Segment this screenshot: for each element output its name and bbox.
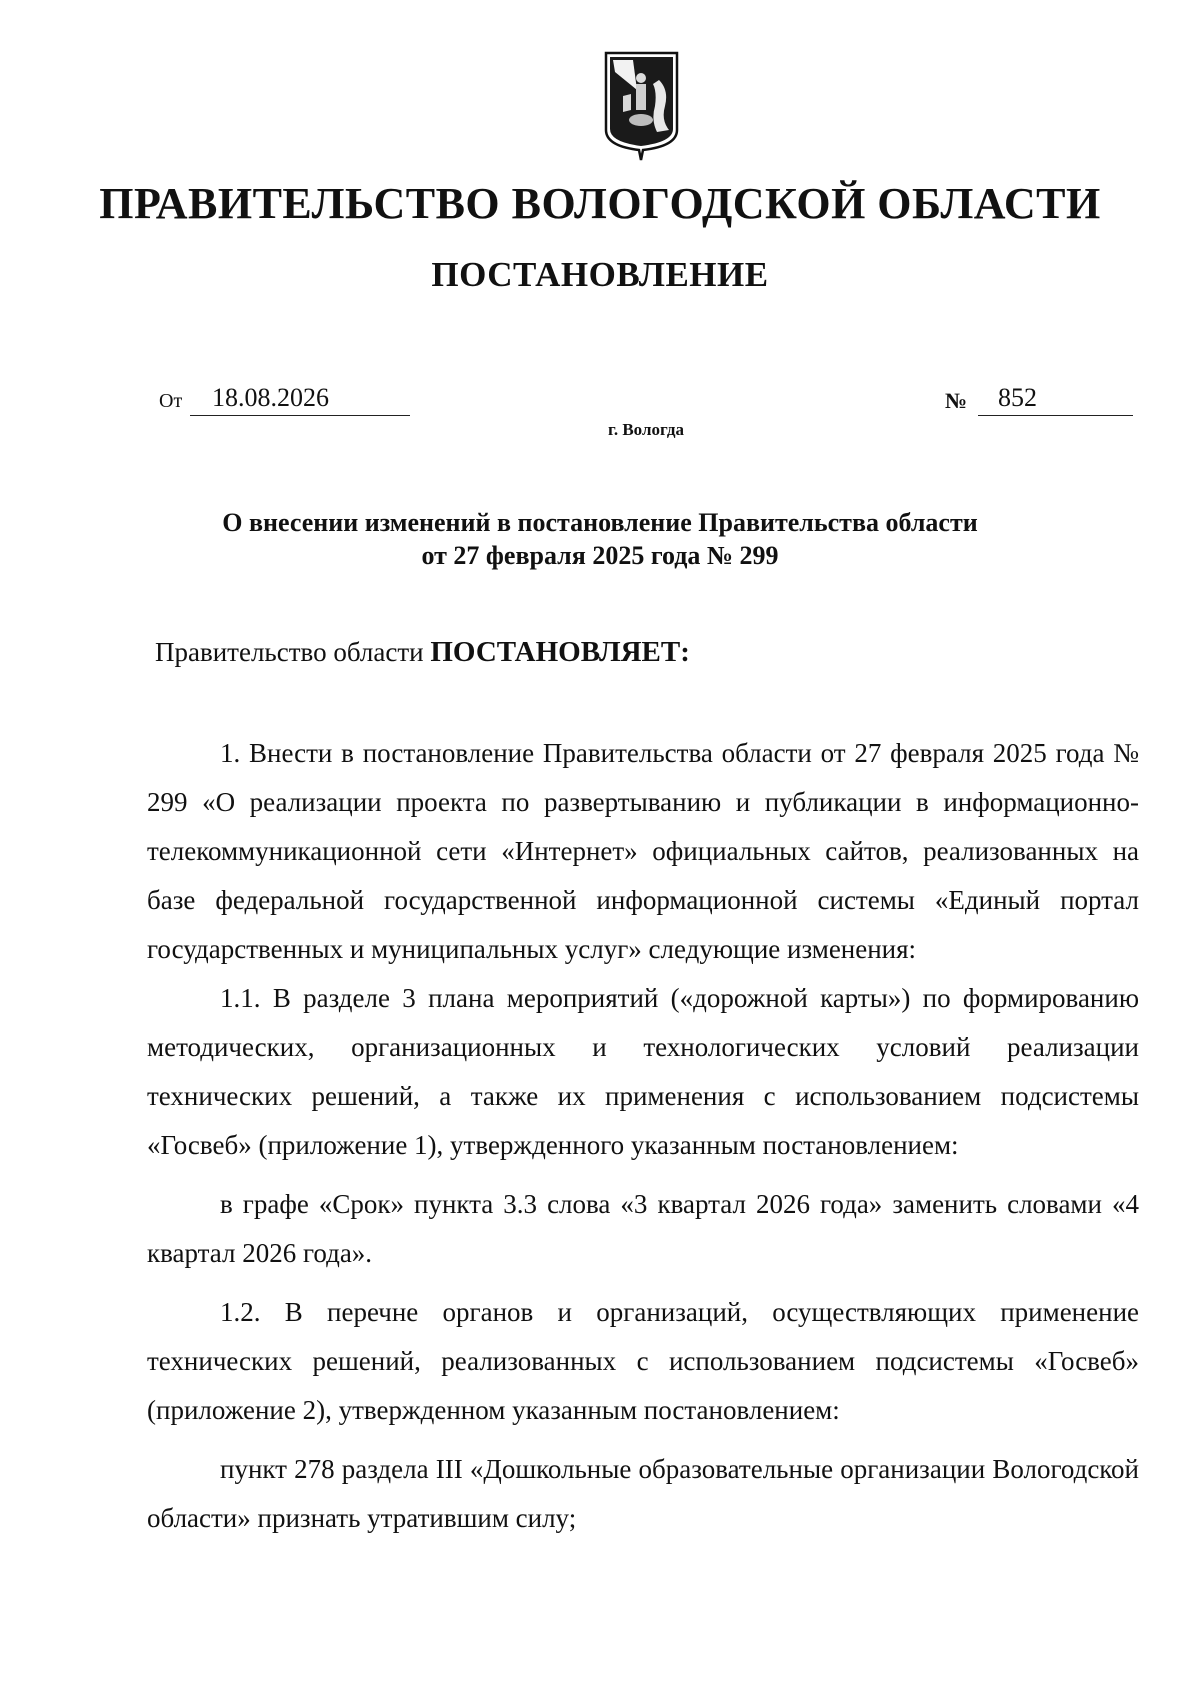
organization-title: ПРАВИТЕЛЬСТВО ВОЛОГОДСКОЙ ОБЛАСТИ [99,179,1101,228]
preamble-resolves: ПОСТАНОВЛЯЕТ: [430,636,690,668]
document-type-title: ПОСТАНОВЛЕНИЕ [431,255,769,294]
paragraph-1-1: 1.1. В разделе 3 плана мероприятий («дорожной карты») по формированию методических, организационных и технологических условий реализации технических решений, а также их применения с использованием подсистемы «Госвеб» (приложение 1), утвержденного указанным постановлением: [147,983,1139,1160]
vologda-coat-of-arms-icon [603,50,680,162]
document-number: 852 [978,383,1133,416]
number-prefix: № [945,388,968,413]
paragraph-1-1-change: в графе «Срок» пункта 3.3 слова «3 квартал 2026 года» заменить словами «4 квартал 2026 года». [147,1189,1139,1268]
subject-line-2: от 27 февраля 2025 года № 299 [421,541,779,570]
document-body [147,729,1139,1543]
paragraph-1-2: 1.2. В перечне органов и организаций, осуществляющих применение технических решений, реализованных с использованием подсистемы «Госвеб» (приложение 2), утвержденном указанным постановлением: [147,1297,1139,1425]
city-label: г. Вологда [608,420,684,439]
paragraph-1-2-change: пункт 278 раздела III «Дошкольные образовательные организации Вологодской области» признать утратившим силу; [147,1454,1139,1533]
preamble [155,636,690,669]
subject-line-1: О внесении изменений в постановление Правительства области [222,508,978,537]
paragraph-1: 1. Внести в постановление Правительства области от 27 февраля 2025 года № 299 «О реализации проекта по развертыванию и публикации в информационно-телекоммуникационной сети «Интернет» официальных сайтов, реализованных на базе федеральной государственной информационной системы «Единый портал государственных и муниципальных услуг» следующие изменения: [147,738,1139,964]
document-subject [0,506,1200,572]
date-prefix: От [159,390,183,412]
preamble-text: Правительство области [155,637,431,667]
document-date: 18.08.2026 [190,383,410,416]
